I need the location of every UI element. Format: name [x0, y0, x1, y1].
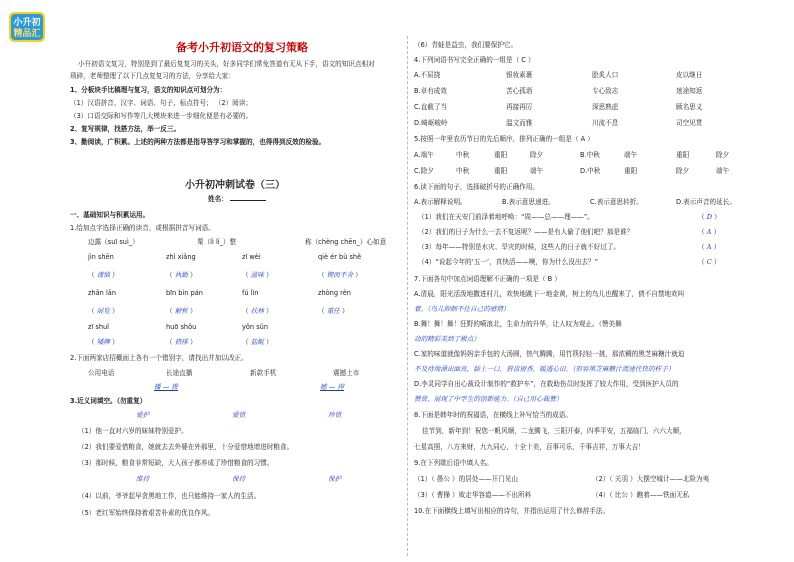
- q7-option-a-note: 着。（鸟儿抑制不住自己的感情）: [414, 305, 510, 313]
- q1-pinyin-5: zhǎn lǎn: [88, 289, 117, 297]
- q4-a-2: 银妆素裹: [506, 71, 533, 79]
- q1-pinyin-6: bīn bìn pán: [166, 289, 203, 297]
- q1-pinyin-2: zhì xiǎng: [166, 253, 196, 261]
- q4-title: 4.下列词语书写完全正确的一组是（ C ）: [414, 56, 535, 64]
- q3-sentence-6: （6）青蛙是益虫，我们要保护它。: [414, 41, 518, 49]
- q7-option-c: C.家的味道就像妈妈亲手包的大汤圆，热气腾腾，用竹筷轻轻一挑，那浓稠的黑芝麻糖汁就迫: [414, 350, 685, 358]
- q3-sentence-4: （4）以前，爷爷起早贪黑地工作，也只能维持一家人的生活。: [78, 492, 261, 500]
- intro-item-2: （1）汉语拼音、汉字、词语、句子、标点符号； （2）阅读；: [70, 99, 252, 107]
- q9-item-1: （1）（ 愚公 ）的居处——开门见山: [414, 475, 518, 483]
- q2-title: 2.下面两家店招概面上各有一个错别字，请找出并加以改正。: [70, 354, 248, 362]
- q9-item-3: （3）（ 曹操 ）败走华容道——不出所料: [414, 491, 532, 499]
- q6-answer-4[interactable]: （ C ）: [698, 258, 721, 266]
- q6-option-d: D.表示声音的延长。: [676, 198, 736, 206]
- q1-title: 1.给加点字选择正确的读音，或根据拼音写词语。: [70, 224, 215, 232]
- q1-pinyin-9: zī shuǐ: [88, 323, 110, 331]
- q4-b-4: 迷途知返: [676, 87, 703, 95]
- q8-title: 8.下面是韩年时的祝福语，在横线上补写恰当的成语。: [414, 411, 572, 419]
- q5-b-2: 端午: [624, 151, 638, 159]
- q6-option-b: B.表示意思递进。: [502, 198, 555, 206]
- q1-row1-item3: 称（chèng chēn_）心如意: [305, 238, 387, 246]
- brand-logo: [8, 10, 46, 44]
- q2-sign-4: 震撼上市: [333, 369, 360, 377]
- q7-option-c-note: 不及待地涌出面良，舔上一口，唇齿留香，暖透心田。（形容黑芝麻糖汁流速往快的样子）: [414, 365, 675, 373]
- q3-word-4: 维持: [136, 475, 150, 483]
- q1-row1-item2: 栗（lì lì_）整: [197, 238, 237, 246]
- q5-a-1: A.端午: [414, 151, 434, 159]
- q1-pinyin-11: yǒn sǔn: [242, 323, 269, 331]
- q4-a-3: 脍炙人口: [592, 71, 619, 79]
- q2-sign-2: 长途直播: [166, 369, 193, 377]
- q1-answer-9[interactable]: （ 矮牌 ）: [88, 338, 119, 346]
- intro-item-5: 3、勤阅读，广积累。上述的两种方法都是指导答学习和掌握的，也得得到反效的检验。: [70, 138, 326, 146]
- q5-b-3: 重阳: [676, 151, 690, 159]
- q1-answer-1[interactable]: （ 谨慎 ）: [88, 271, 119, 279]
- q5-a-2: 中秋: [456, 151, 470, 159]
- q3-sentence-2: （2）我们要爱惜粮食，她就去去外婆在外那里，十分爱惜地增进时粮食。: [78, 443, 294, 451]
- main-title: 备考小升初语文的复习策略: [176, 41, 308, 54]
- q6-answer-1[interactable]: （ D ）: [698, 213, 721, 221]
- q6-option-c: C.表示意思转折。: [590, 198, 643, 206]
- q1-answer-10[interactable]: （ 搭排 ）: [166, 338, 197, 346]
- q4-d-4: 司空见贯: [676, 119, 703, 127]
- q4-c-1: C.直截了当: [414, 103, 448, 111]
- logo-line1: 小升初: [13, 18, 41, 28]
- q10-title: 10.在下面横线上填写出相应的诗句，并指出运用了什么修辞手法。: [414, 507, 610, 515]
- q1-answer-6[interactable]: （ 解析 ）: [166, 307, 197, 315]
- q5-c-1: C.除夕: [414, 167, 434, 175]
- q4-a-4: 皮以继日: [676, 71, 703, 79]
- q4-d-1: D.崎岖峻岭: [414, 119, 448, 127]
- q2-fix-2[interactable]: 撼 — 捍: [320, 383, 344, 391]
- section-1-heading: 一、基础知识与积累运用。: [70, 211, 150, 219]
- q6-title: 6.读下面的句子，选择破折号的正确作用。: [414, 183, 539, 191]
- intro-line-2: 琐碎，老师整理了以下几点复复习的方法，分享给大家：: [70, 72, 235, 80]
- q1-pinyin-10: huō shǒu: [166, 323, 197, 331]
- q1-answer-7[interactable]: （ 扶林 ）: [242, 307, 273, 315]
- q2-sign-3: 新款手机: [250, 369, 277, 377]
- q1-pinyin-1: jìn shēn: [88, 253, 114, 261]
- q5-c-2: 中秋: [456, 167, 470, 175]
- q6-answer-3[interactable]: （ A ）: [698, 243, 721, 251]
- q1-pinyin-7: fú lìn: [242, 289, 259, 297]
- q4-c-3: 深思熟虑: [592, 103, 619, 111]
- name-label: 姓名：: [208, 195, 228, 203]
- q9-title: 9.在下列歇后语中填人名。: [414, 459, 493, 467]
- q1-answer-4[interactable]: （ 锲而不舍 ）: [318, 271, 362, 279]
- intro-item-3: （3）口语交际和写作等几大模块来进一步细化便是有必要的。: [70, 112, 253, 120]
- q1-answer-11[interactable]: （ 盐鲲 ）: [242, 338, 273, 346]
- q4-d-2: 温文而雅: [506, 119, 533, 127]
- q5-d-3: 除夕: [676, 167, 690, 175]
- q5-b-4: 除夕: [716, 151, 730, 159]
- intro-item-4: 2、复写规律，找搭方法，举一反三。: [70, 125, 181, 133]
- q7-option-b: B.舞！舞！舞！狂野的嗬浪北，生命力的升华，让人叹为观止。（赞美舞: [414, 320, 622, 328]
- q3-word-2: 爱惜: [232, 411, 246, 419]
- q3-sentence-5: （5）老红军始终保持着艰苦朴素的优良作风。: [78, 509, 215, 517]
- q3-word-5: 保持: [232, 475, 246, 483]
- q5-a-4: 除夕: [530, 151, 544, 159]
- q4-c-2: 再接再厉: [506, 103, 533, 111]
- q5-c-4: 端午: [530, 167, 544, 175]
- q1-answer-3[interactable]: （ 滋味 ）: [242, 271, 273, 279]
- q2-fix-1[interactable]: 播 — 拨: [154, 383, 178, 391]
- q1-pinyin-3: zī wèi: [242, 253, 261, 261]
- logo-line2: 精品汇: [13, 29, 41, 39]
- q3-word-1: 爱护: [136, 411, 150, 419]
- q6-answer-2[interactable]: （ A ）: [698, 228, 721, 236]
- name-blank[interactable]: [230, 200, 266, 201]
- q7-title: 7.下面各句中加点词语理解不正确的一项是（ B ）: [414, 275, 561, 283]
- q6-item-2: （2）我们的日子为什么一去不复返呢？——是有人偷了他们吧？那是谁？: [418, 228, 634, 236]
- q9-item-4: （4）（ 比公 ）瞧着——铁面无私: [592, 491, 690, 499]
- left-column: [70, 0, 400, 562]
- q4-a-1: A.不屈挠: [414, 71, 441, 79]
- q4-b-2: 苦心孤诣: [506, 87, 533, 95]
- q3-word-3: 珍惜: [328, 411, 342, 419]
- q8-line-1: 佳节到，新年到！祝您一帆风顺，二龙腾飞，三阳开泰，四季平安，五福临门，六六大顺，: [422, 427, 686, 435]
- q6-item-4: （4）“说起今年的‘五一’，真快活——噢，你为什么没出去？”: [418, 258, 599, 266]
- q3-word-6: 保护: [328, 475, 342, 483]
- q4-d-3: 川流不息: [592, 119, 619, 127]
- q4-c-4: 顾名思义: [676, 103, 703, 111]
- q8-line-2: 七星高照，八方来财，九九同心，十全十美，百事可乐，千事吉祥，万事大吉！: [414, 443, 645, 451]
- exam-title: 小升初冲刺试卷（三）: [185, 180, 285, 191]
- q1-answer-5[interactable]: （ 展览 ）: [88, 307, 119, 315]
- name-field[interactable]: [208, 196, 266, 203]
- q3-title: 3.近义词填空。（勿重复）: [70, 397, 147, 405]
- intro-line-1: 小升初语文复习，特别是到了最后复复习的关头，好多同学们常免答道有无从下手，语文的知识点相对: [78, 60, 375, 68]
- q4-b-3: 专心致志: [592, 87, 619, 95]
- q7-option-b-note: 动的精彩美到了极点）: [414, 335, 480, 343]
- q9-item-2: （2）（ 关羽 ）大摆空城计——北险为夷: [592, 475, 710, 483]
- q3-sentence-3: （3）那时候，粮食非常短缺，大人孩子都养成了珍惜粮食的习惯。: [78, 459, 274, 467]
- q1-pinyin-4: qiè ér bù shě: [318, 253, 362, 261]
- q1-pinyin-8: zhòng rèn: [318, 289, 351, 297]
- q2-sign-1: 公用电话: [88, 369, 115, 377]
- intro-item-1: 1、分板块手比稿理与复习，语文的知识点可划分为：: [70, 86, 227, 94]
- q5-title: 5.按照一年里农历节日的先后顺序，排列正确的一组是（ A ）: [414, 135, 594, 143]
- q6-item-1: （1）我们在天安门前泽着地呼唤：“周——总——理——”。: [418, 213, 594, 221]
- column-divider: [407, 36, 408, 556]
- q5-c-3: 重阳: [494, 167, 508, 175]
- q5-d-4: 端午: [716, 167, 730, 175]
- q4-b-1: B.卓有成效: [414, 87, 447, 95]
- q1-row1-item1: 边露（suī suì_）: [88, 238, 139, 246]
- q7-option-a: A.清晨，阳光活泼地撒进村儿，欢快地跳下一地金黄，树上的鸟儿也醒来了，倩不自禁地欢叫: [414, 290, 685, 298]
- q7-option-d-note: 赞赏，展现了中学生的创新能力。（自己用心裁赞）: [414, 395, 563, 403]
- q3-sentence-1: （1）他一直对六岁的妹妹特别爱护。: [78, 427, 188, 435]
- q6-option-a: A.表示解释说明。: [414, 198, 467, 206]
- q6-item-3: （3）每年——特别是水灾、旱灾的时候，这些人的日子就不好过了。: [418, 243, 621, 251]
- q5-a-3: 重阳: [494, 151, 508, 159]
- q5-d-1: D.中秋: [580, 167, 601, 175]
- q7-option-d: D.李灵同学自出心裁设计制作的“救护车”，在救助伤员时发挥了较大作用，受到医护人员的: [414, 380, 679, 388]
- right-column: [414, 0, 744, 562]
- q1-answer-8[interactable]: （ 重任 ）: [318, 307, 349, 315]
- q5-b-1: B.中秋: [580, 151, 600, 159]
- q1-answer-2[interactable]: （ 执勤 ）: [166, 271, 197, 279]
- q5-d-2: 重阳: [624, 167, 638, 175]
